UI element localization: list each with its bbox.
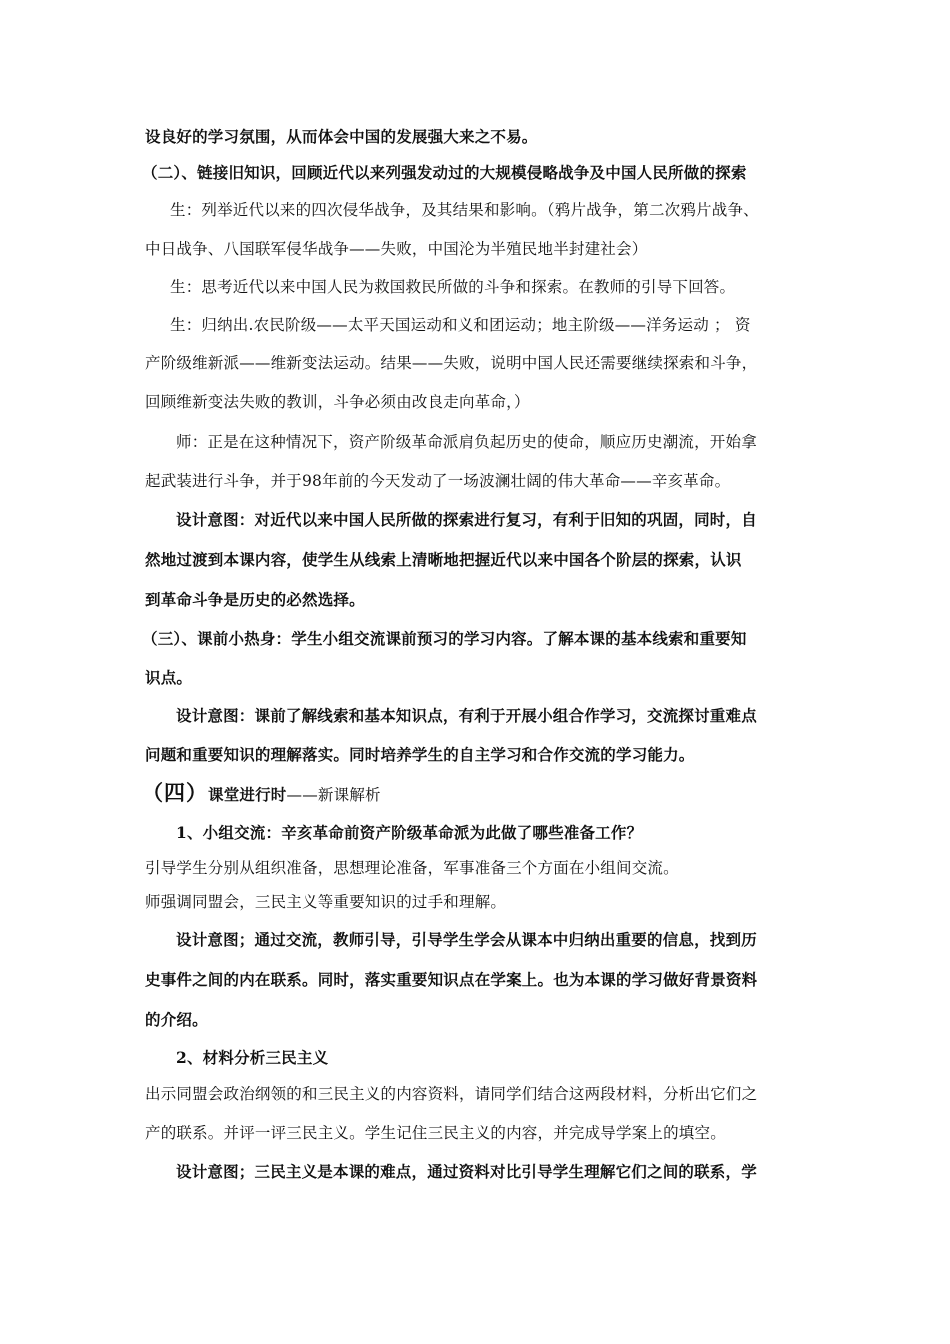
subsection-heading: 2、材料分析三民主义 xyxy=(176,1048,329,1067)
paragraph-line: 中日战争、八国联军侵华战争——失败，中国沦为半殖民地半封建社会） xyxy=(145,240,648,258)
design-intent-line: 的介绍。 xyxy=(145,1010,208,1029)
paragraph-line: 起武装进行斗争，并于98年前的今天发动了一场波澜壮阔的伟大革命——辛亥革命。 xyxy=(145,472,731,490)
paragraph-line: 产阶级维新派——维新变法运动。结果——失败，说明中国人民还需要继续探索和斗争， xyxy=(145,354,758,372)
paragraph-line: 生：列举近代以来的四次侵华战争，及其结果和影响。（鸦片战争，第二次鸦片战争、 xyxy=(170,201,759,219)
design-intent-line: 到革命斗争是历史的必然选择。 xyxy=(145,590,365,609)
paragraph-line: 生：归纳出.农民阶级——太平天国运动和义和团运动；地主阶级——洋务运动 ； 资 xyxy=(170,316,751,334)
paragraph-line: 引导学生分别从组织准备，思想理论准备，军事准备三个方面在小组间交流。 xyxy=(145,859,679,877)
paragraph-line: 师强调同盟会，三民主义等重要知识的过手和理解。 xyxy=(145,893,507,911)
paragraph-line: 产的联系。并评一评三民主义。学生记住三民主义的内容，并完成导学案上的填空。 xyxy=(145,1124,726,1142)
paragraph-line: 设良好的学习氛围，从而体会中国的发展强大来之不易。 xyxy=(145,127,538,146)
section-heading-2: （二）、链接旧知识，回顾近代以来列强发动过的大规模侵略战争及中国人民所做的探索 xyxy=(142,163,747,182)
design-intent-line: 设计意图；通过交流，教师引导，引导学生学会从课本中归纳出重要的信息，找到历 xyxy=(176,930,757,949)
section-heading-4 xyxy=(142,780,822,808)
design-intent-line: 设计意图；三民主义是本课的难点，通过资料对比引导学生理解它们之间的联系，学 xyxy=(176,1162,757,1181)
section-heading-3: （三）、课前小热身：学生小组交流课前预习的学习内容。了解本课的基本线索和重要知 xyxy=(142,629,747,648)
design-intent-line: 然地过渡到本课内容，使学生从线索上清晰地把握近代以来中国各个阶层的探索，认识 xyxy=(145,550,742,569)
section-heading-3-continuation: 识点。 xyxy=(145,668,193,687)
paragraph-line: 出示同盟会政治纲领的和三民主义的内容资料，请同学们结合这两段材料，分析出它们之 xyxy=(145,1085,758,1103)
section-number: （四） xyxy=(142,780,208,805)
design-intent-line: 设计意图：对近代以来中国人民所做的探索进行复习，有利于旧知的巩固，同时，自 xyxy=(176,510,757,529)
paragraph-line: 生：思考近代以来中国人民为救国救民所做的斗争和探索。在教师的引导下回答。 xyxy=(170,278,736,296)
design-intent-line: 问题和重要知识的理解落实。同时培养学生的自主学习和合作交流的学习能力。 xyxy=(145,745,695,764)
section-subtitle: ——新课解析 xyxy=(286,786,381,804)
paragraph-line: 回顾维新变法失败的教训，斗争必须由改良走向革命，） xyxy=(145,393,530,411)
design-intent-line: 史事件之间的内在联系。同时，落实重要知识点在学案上。也为本课的学习做好背景资料 xyxy=(145,970,758,989)
paragraph-line: 师：正是在这种情况下，资产阶级革命派肩负起历史的使命，顺应历史潮流，开始拿 xyxy=(176,433,757,451)
section-title: 课堂进行时 xyxy=(208,785,287,804)
design-intent-line: 设计意图：课前了解线索和基本知识点，有利于开展小组合作学习，交流探讨重难点 xyxy=(176,706,757,725)
subsection-heading: 1、小组交流：辛亥革命前资产阶级革命派为此做了哪些准备工作？ xyxy=(176,823,643,842)
